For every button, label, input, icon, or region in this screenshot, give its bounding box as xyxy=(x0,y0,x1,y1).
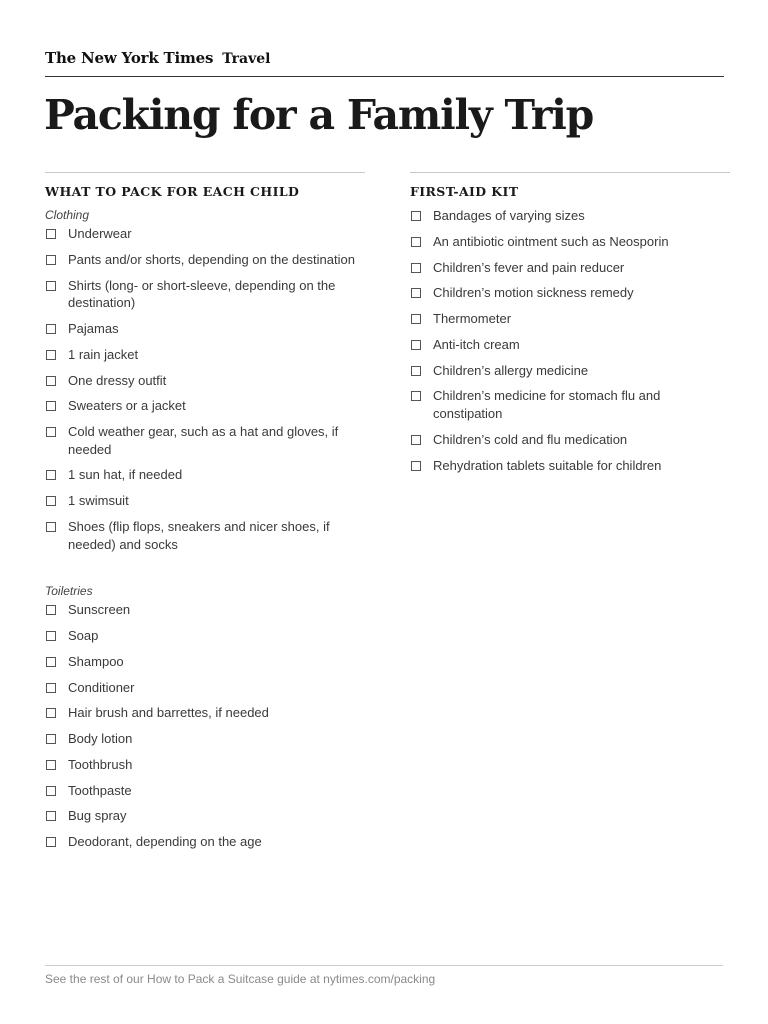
item-label: Shoes (flip flops, sneakers and nicer shoes, if needed) and socks xyxy=(68,519,330,552)
checkbox[interactable] xyxy=(46,657,56,667)
checklist-item xyxy=(45,492,365,510)
item-label: 1 swimsuit xyxy=(68,493,129,509)
checklist-item xyxy=(410,387,730,422)
item-label: Deodorant, depending on the age xyxy=(68,834,262,850)
first-aid-heading: FIRST-AID KIT xyxy=(410,184,519,199)
column-divider xyxy=(45,172,365,173)
checkbox[interactable] xyxy=(411,366,421,376)
item-label: 1 rain jacket xyxy=(68,346,139,362)
checklist-item xyxy=(45,653,365,671)
checkbox[interactable] xyxy=(46,760,56,770)
checklist-item xyxy=(410,362,730,380)
checkbox[interactable] xyxy=(46,605,56,615)
checkbox[interactable] xyxy=(46,496,56,506)
item-label: Anti-itch cream xyxy=(433,336,520,352)
checklist-item xyxy=(410,233,730,251)
item-label: Sweaters or a jacket xyxy=(68,398,186,414)
checkbox[interactable] xyxy=(46,427,56,437)
child-packing-column xyxy=(45,172,365,859)
clothing-checklist xyxy=(45,225,365,553)
checklist-item xyxy=(45,807,365,825)
checklist-item xyxy=(45,833,365,851)
item-label: Pajamas xyxy=(68,320,119,336)
checkbox[interactable] xyxy=(411,314,421,324)
item-label: Body lotion xyxy=(68,731,133,747)
checklist-item xyxy=(45,277,365,312)
checkbox[interactable] xyxy=(46,376,56,386)
checkbox[interactable] xyxy=(411,435,421,445)
checklist-item xyxy=(45,679,365,697)
item-label: Hair brush and barrettes, if needed xyxy=(68,705,269,721)
item-label: Children’s allergy medicine xyxy=(433,362,589,378)
checklist-item xyxy=(45,225,365,243)
masthead xyxy=(45,49,271,71)
checklist-item xyxy=(45,782,365,800)
checkbox[interactable] xyxy=(46,324,56,334)
item-label: Pants and/or shorts, depending on the destination xyxy=(68,251,355,267)
checkbox[interactable] xyxy=(46,350,56,360)
child-packing-heading: WHAT TO PACK FOR EACH CHILD xyxy=(45,184,300,199)
checkbox[interactable] xyxy=(46,786,56,796)
item-label: An antibiotic ointment such as Neosporin xyxy=(433,233,669,249)
checkbox[interactable] xyxy=(411,211,421,221)
checkbox[interactable] xyxy=(46,708,56,718)
checkbox[interactable] xyxy=(46,811,56,821)
checklist-item xyxy=(410,310,730,328)
item-label: Toothbrush xyxy=(68,756,133,772)
checklist-item xyxy=(410,207,730,225)
item-label: Children’s fever and pain reducer xyxy=(433,259,625,275)
checkbox[interactable] xyxy=(46,470,56,480)
checklist-item xyxy=(45,756,365,774)
checkbox[interactable] xyxy=(411,461,421,471)
column-divider xyxy=(410,172,730,173)
checkbox[interactable] xyxy=(46,837,56,847)
checklist-item xyxy=(45,346,365,364)
checklist-item xyxy=(410,431,730,449)
first-aid-checklist xyxy=(410,207,730,474)
item-label: Conditioner xyxy=(68,679,135,695)
checkbox[interactable] xyxy=(411,288,421,298)
checkbox[interactable] xyxy=(411,340,421,350)
checklist-item xyxy=(45,320,365,338)
checklist-item xyxy=(45,397,365,415)
checkbox[interactable] xyxy=(46,522,56,532)
section-label: Travel xyxy=(222,51,271,67)
checkbox[interactable] xyxy=(411,237,421,247)
item-label: 1 sun hat, if needed xyxy=(68,467,183,483)
checklist-item xyxy=(410,284,730,302)
page-title: Packing for a Family Trip xyxy=(44,91,594,139)
item-label: Bug spray xyxy=(68,808,127,824)
checklist-item xyxy=(45,466,365,484)
checklist-item xyxy=(45,423,365,458)
item-label: Toothpaste xyxy=(68,782,132,798)
item-label: Sunscreen xyxy=(68,602,131,618)
checklist-item xyxy=(45,704,365,722)
first-aid-column xyxy=(410,172,730,482)
item-label: Underwear xyxy=(68,226,132,241)
checklist-item xyxy=(410,336,730,354)
checklist-item xyxy=(45,372,365,390)
item-label: Shirts (long- or short-sleeve, depending on the destination) xyxy=(68,277,336,311)
checklist-item xyxy=(45,518,365,553)
item-label: One dressy outfit xyxy=(68,372,167,388)
toiletries-checklist xyxy=(45,601,365,851)
item-label: Shampoo xyxy=(68,653,124,669)
checkbox[interactable] xyxy=(411,263,421,273)
footer-divider xyxy=(45,965,723,966)
footer-note: See the rest of our How to Pack a Suitcase guide at nytimes.com/packing xyxy=(45,972,436,986)
masthead-divider xyxy=(45,76,724,77)
checkbox[interactable] xyxy=(46,631,56,641)
item-label: Children’s medicine for stomach flu and constipation xyxy=(433,388,661,422)
checkbox[interactable] xyxy=(46,281,56,291)
checklist-item xyxy=(410,259,730,277)
checklist-item xyxy=(45,601,365,619)
checkbox[interactable] xyxy=(46,683,56,693)
checkbox[interactable] xyxy=(46,229,56,239)
checkbox[interactable] xyxy=(46,255,56,265)
item-label: Cold weather gear, such as a hat and gloves, if needed xyxy=(68,424,339,457)
item-label: Children’s cold and flu medication xyxy=(433,431,628,447)
clothing-subheading: Clothing xyxy=(45,208,90,222)
checkbox[interactable] xyxy=(46,734,56,744)
toiletries-subheading: Toiletries xyxy=(45,584,93,599)
checkbox[interactable] xyxy=(46,401,56,411)
checklist-item xyxy=(45,730,365,748)
item-label: Thermometer xyxy=(433,311,512,327)
item-label: Bandages of varying sizes xyxy=(433,208,585,223)
item-label: Soap xyxy=(68,627,99,643)
checkbox[interactable] xyxy=(411,391,421,401)
nyt-logo: The New York Times xyxy=(45,49,214,67)
checklist-item xyxy=(410,457,730,475)
item-label: Children’s motion sickness remedy xyxy=(433,285,634,301)
checklist-item xyxy=(45,627,365,645)
checklist-item xyxy=(45,251,365,269)
item-label: Rehydration tablets suitable for children xyxy=(433,457,662,473)
